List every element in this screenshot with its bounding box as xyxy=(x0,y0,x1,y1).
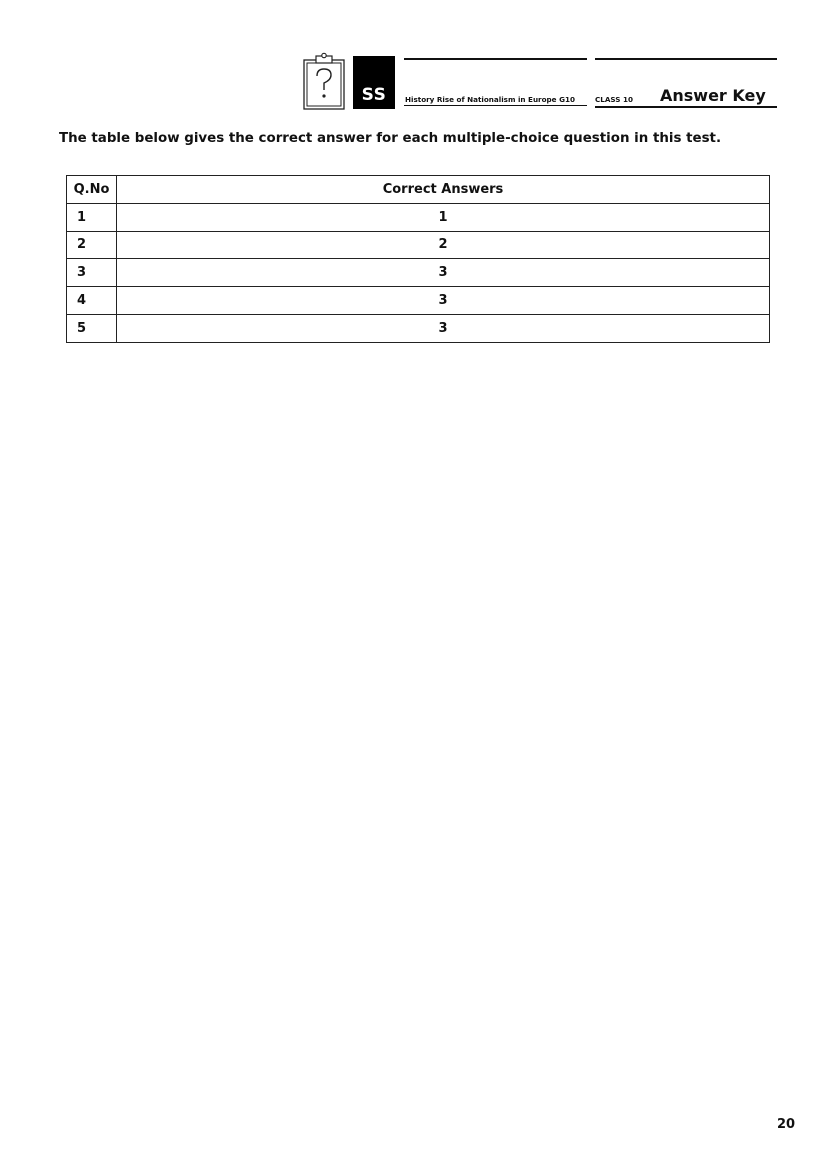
subject-badge xyxy=(353,56,395,109)
clipboard-question-icon xyxy=(303,52,345,110)
header-rule-bottom-left xyxy=(404,105,587,106)
question-number-cell: 5 xyxy=(67,314,117,342)
answer-cell: 3 xyxy=(117,259,770,287)
class-label: CLASS 10 xyxy=(595,95,633,104)
answer-cell: 1 xyxy=(117,203,770,231)
table-row xyxy=(67,287,770,315)
answer-cell: 3 xyxy=(117,287,770,315)
subject-badge-label: SS xyxy=(361,85,387,105)
table-header-row xyxy=(67,176,770,204)
question-number-cell: 3 xyxy=(67,259,117,287)
answer-cell: 2 xyxy=(117,231,770,259)
question-number-cell: 1 xyxy=(67,203,117,231)
answer-cell: 3 xyxy=(117,314,770,342)
question-number-cell: 2 xyxy=(67,231,117,259)
table-row xyxy=(67,203,770,231)
document-title: Answer Key xyxy=(660,86,766,105)
question-number-cell: 4 xyxy=(67,287,117,315)
page-number: 20 xyxy=(777,1117,796,1132)
table-row xyxy=(67,314,770,342)
column-header-correct-answers: Correct Answers xyxy=(117,176,770,204)
header-rule-top-left xyxy=(404,58,587,60)
table-row xyxy=(67,259,770,287)
answer-table xyxy=(66,175,770,343)
header-rule-bottom-right xyxy=(595,106,777,108)
subject-title: History Rise of Nationalism in Europe G10 xyxy=(405,95,575,104)
table-row xyxy=(67,231,770,259)
header-rule-top-right xyxy=(595,58,777,60)
intro-text: The table below gives the correct answer for each multiple-choice question in this test. xyxy=(59,131,722,146)
column-header-qno: Q.No xyxy=(67,176,117,204)
